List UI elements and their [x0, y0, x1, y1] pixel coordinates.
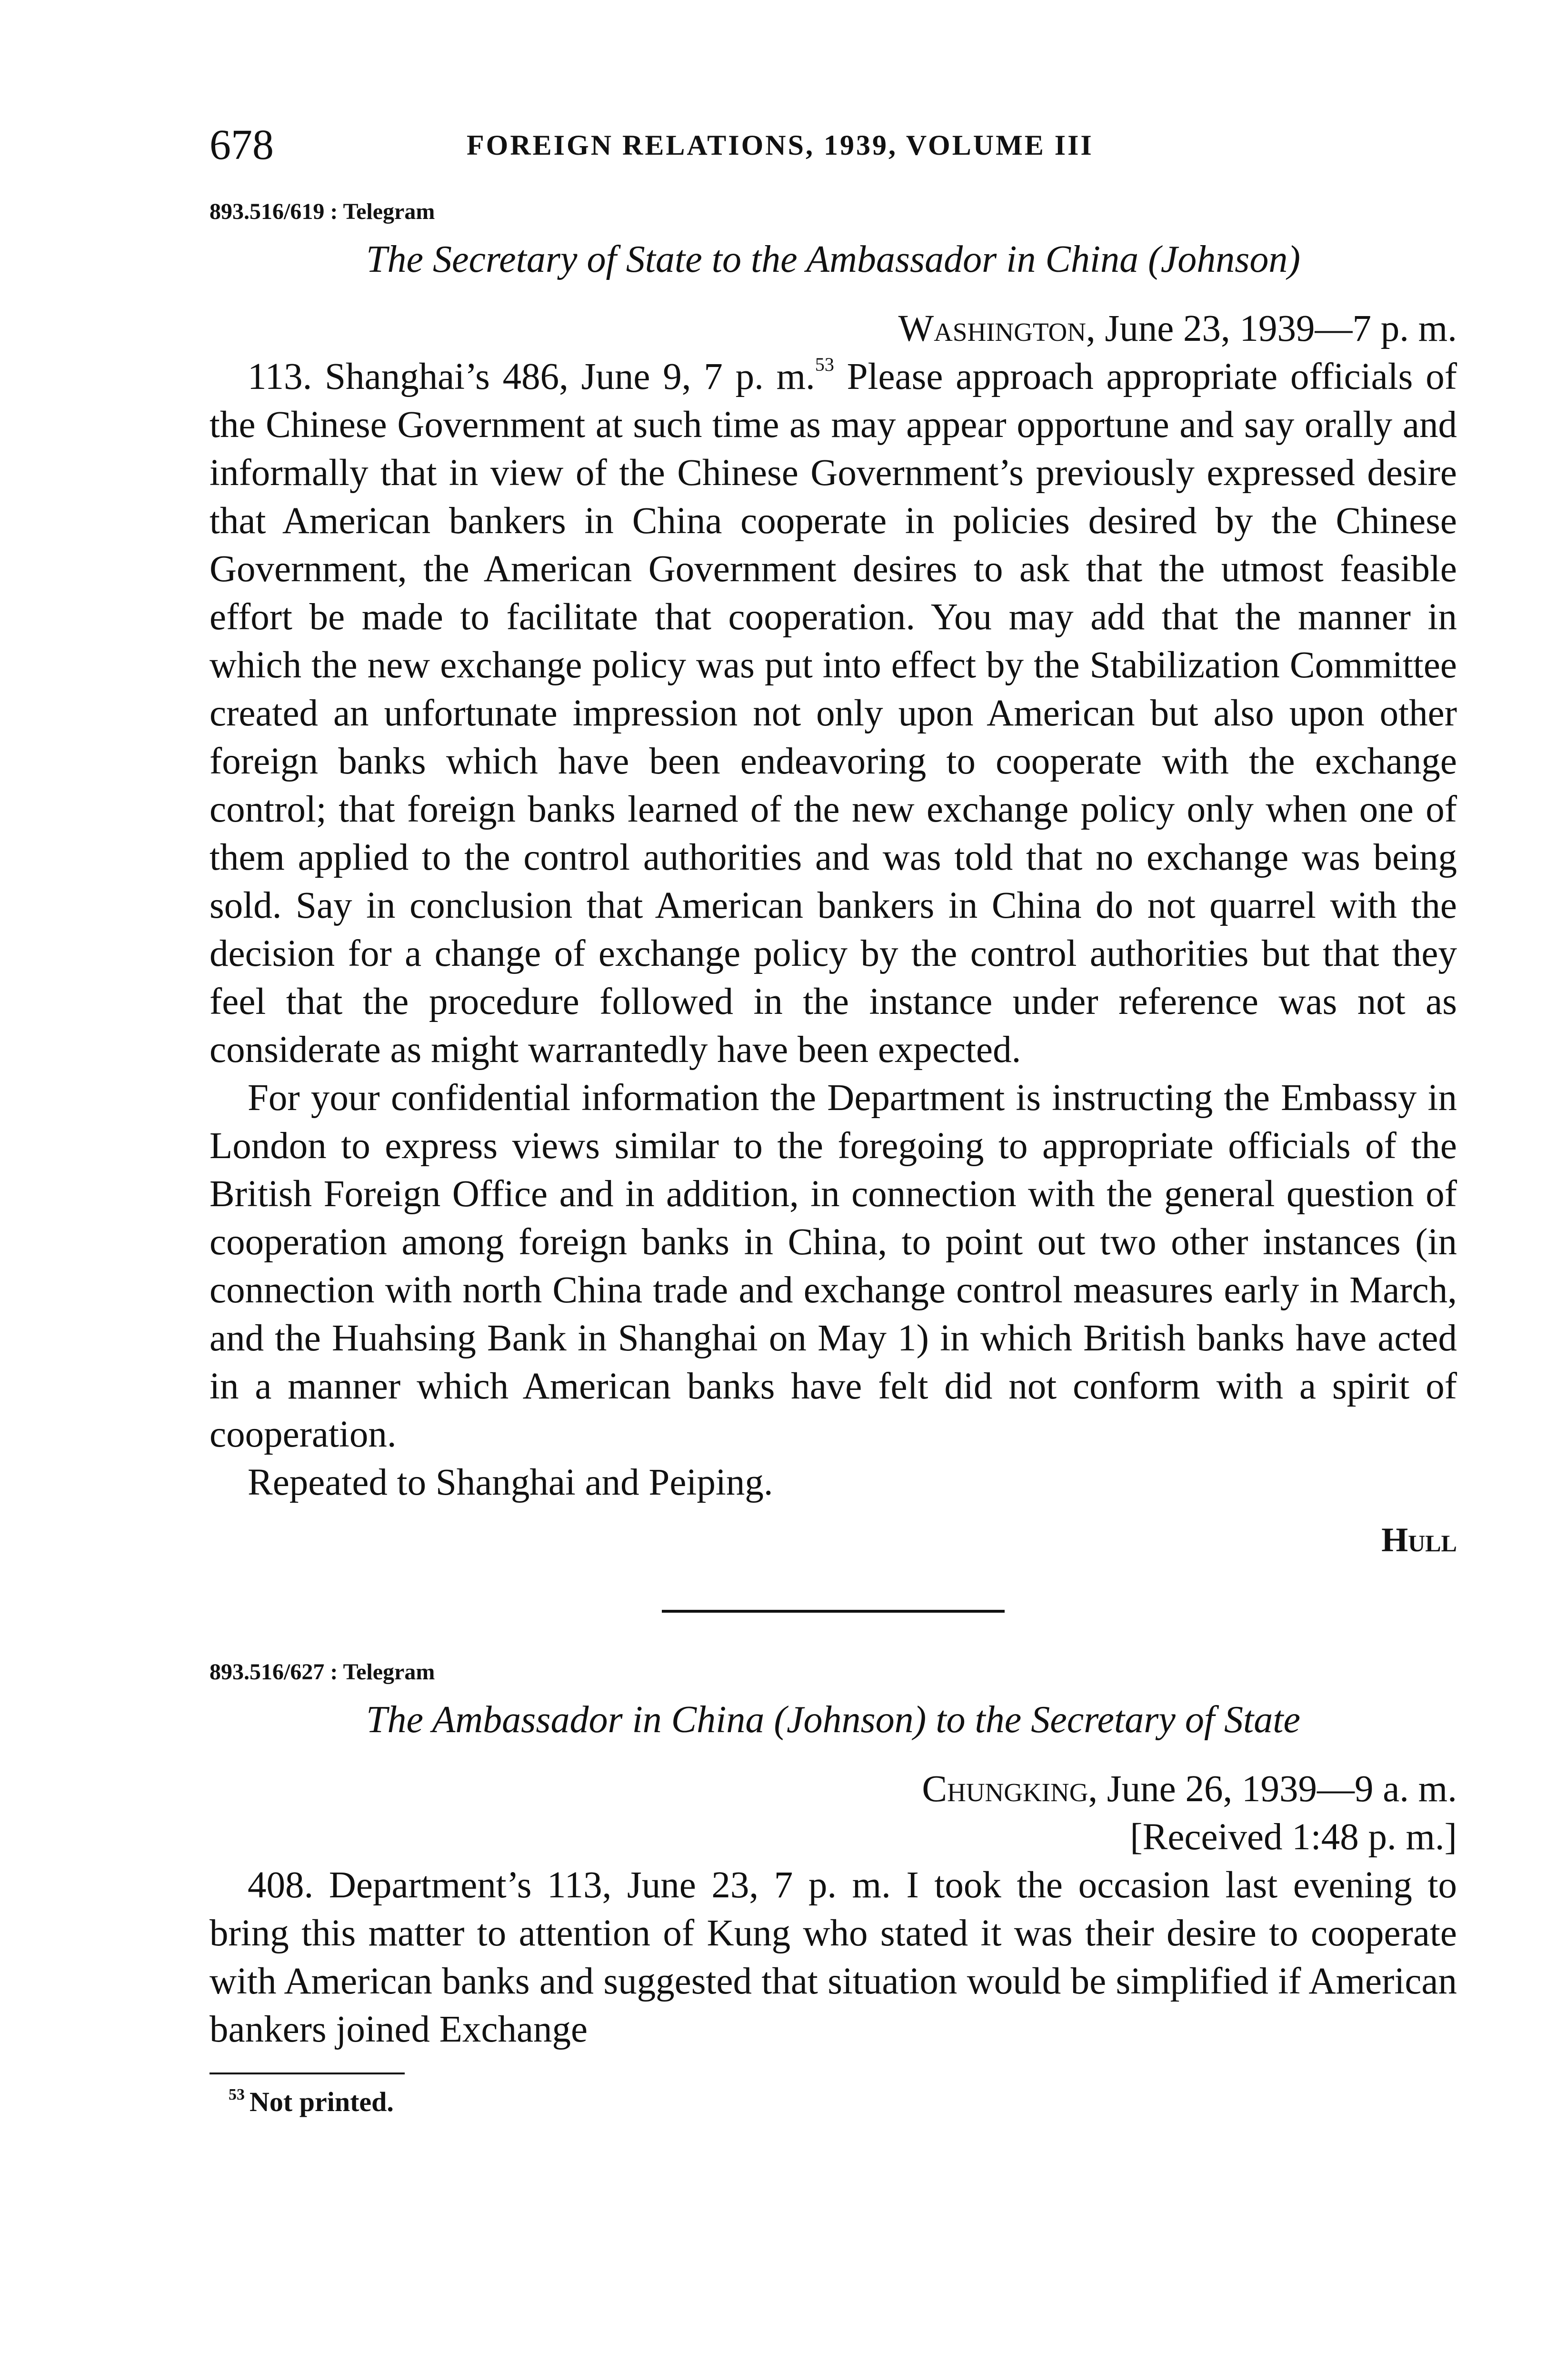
- section-divider: [662, 1610, 1005, 1613]
- footnote-number: 53: [229, 2086, 245, 2103]
- footnote-reference[interactable]: 53: [815, 354, 834, 375]
- paragraph-text: Please approach appropriate officials of the Chinese Government at such time as may appear opportune and say orally and informally that in view of the Chinese Government’s previously expressed desire that American bankers in China cooperate in policies desired by the Chinese Government, the American Government desires to ask that the utmost feasible effort be made to facilitate that cooperation. You may add that the manner in which the new exchange policy was put into effect by the Stabilization Committee created an unfortunate impression not only upon American but also upon other foreign banks which have been endeavoring to cooperate with the exchange control; that foreign banks learned of the new exchange policy only when one of them applied to the control authorities and was told that no exchange was being sold. Say in conclusion that American bankers in China do not quarrel with the decision for a change of exchange policy by the control authorities but that they feel that the procedure followed in the instance under reference was not as considerate as might warrantedly have been expected.: [209, 356, 1457, 1071]
- dateline-place: Washington: [898, 308, 1086, 349]
- dateline-date: , June 23, 1939—7 p. m.: [1086, 308, 1457, 349]
- file-reference: 893.516/619 : Telegram: [209, 199, 435, 224]
- running-head-title: FOREIGN RELATIONS, 1939, VOLUME III: [467, 129, 1094, 161]
- document-1: [209, 195, 1457, 1564]
- dateline: [209, 305, 1457, 353]
- paragraph: [209, 353, 1457, 1074]
- received-line: [Received 1:48 p. m.]: [1130, 1816, 1457, 1858]
- document-heading: The Ambassador in China (Johnson) to the Secretary of State: [366, 1699, 1301, 1741]
- file-reference: 893.516/627 : Telegram: [209, 1659, 435, 1685]
- footnote: [209, 2083, 1457, 2121]
- footnote-divider: [209, 2073, 405, 2074]
- page-number: 678: [209, 121, 274, 169]
- paragraph: Repeated to Shanghai and Peiping.: [248, 1462, 773, 1503]
- paragraph: 408. Department’s 113, June 23, 7 p. m. I took the occasion last evening to bring this matter to attention of Kung who stated it was their desire to cooperate with American banks and suggested that situation would be simplified if American bankers joined Exchange: [209, 1864, 1457, 2050]
- paragraph-lead: 113. Shanghai’s 486, June 9, 7 p. m.: [248, 356, 815, 397]
- dateline-place: Chungking: [922, 1768, 1088, 1810]
- paragraph: For your confidential information the Department is instructing the Embassy in London to express views similar to the foregoing to appropriate officials of the British Foreign Office and in addition, in connection with the general question of cooperation among foreign banks in China, to point out two other instances (in connection with north China trade and exchange control measures early in March, and the Huahsing Bank in Shanghai on May 1) in which British banks have acted in a manner which American banks have felt did not conform with a spirit of cooperation.: [209, 1077, 1457, 1455]
- document-heading: The Secretary of State to the Ambassador in China (Johnson): [366, 238, 1301, 280]
- document-2: [209, 1656, 1457, 2053]
- footnote-text: Not printed.: [249, 2086, 394, 2117]
- signature: Hull: [1381, 1521, 1457, 1559]
- running-head: [209, 114, 1457, 176]
- dateline-date: , June 26, 1939—9 a. m.: [1088, 1768, 1457, 1810]
- document-page: [209, 114, 1457, 2121]
- dateline: [209, 1765, 1457, 1813]
